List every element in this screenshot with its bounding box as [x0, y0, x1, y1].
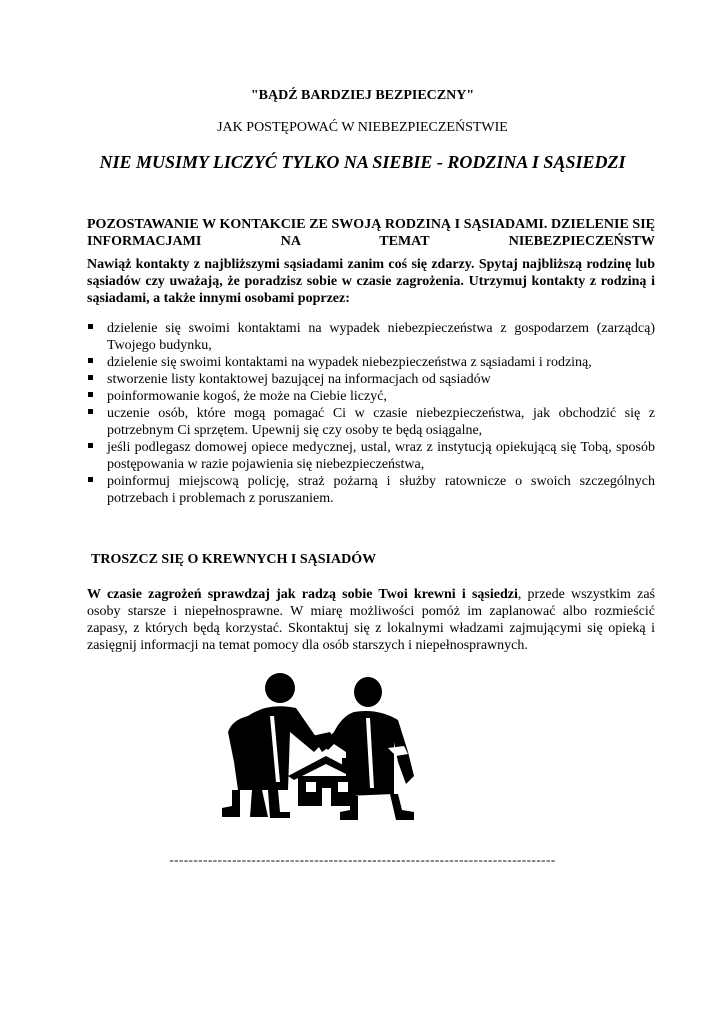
document-headline: NIE MUSIMY LICZYĆ TYLKO NA SIEBIE - RODZINA I SĄSIEDZI — [99, 152, 626, 172]
section1-heading-text: POZOSTAWANIE W KONTAKCIE ZE SWOJĄ RODZINĄ I SĄSIADAMI. DZIELENIE SIĘ INFORMACJAMI NA TEMAT NIEBEZPIECZEŃSTW — [87, 217, 655, 249]
list-item: jeśli podlegasz domowej opiece medycznej, ustal, wraz z instytucją opiekującą się Tobą, sposób postępowania w razie pojawienia się niebezpieczeństwa, — [87, 439, 655, 473]
list-item: dzielenie się swoimi kontaktami na wypadek niebezpieczeństwa z gospodarzem (zarządcą) Twojego budynku, — [87, 320, 655, 354]
section2-lead: W czasie zagrożeń sprawdzaj jak radzą sobie Twoi krewni i sąsiedzi — [87, 587, 518, 602]
section1-heading — [87, 216, 655, 250]
section2-paragraph — [87, 586, 655, 654]
list-item: poinformuj miejscową policję, straż pożarną i służby ratownicze o swoich szczególnych potrzebach i problemach z poruszaniem. — [87, 473, 655, 507]
people-shaking-hands-over-house-icon — [218, 672, 458, 822]
separator-line: -------------------------------------------------------------------------------- — [169, 852, 556, 867]
section1-bullet-list — [87, 320, 655, 507]
document-title: "BĄDŹ BARDZIEJ BEZPIECZNY" — [250, 88, 475, 103]
list-item: stworzenie listy kontaktowej bazującej na informacjach od sąsiadów — [87, 371, 655, 388]
section1-intro: Nawiąż kontakty z najbliższymi sąsiadami zanim coś się zdarzy. Spytaj najbliższą rodzinę lub sąsiadów czy uważają, że poradzisz sobie w czasie zagrożenia. Utrzymuj kontakty z rodziną i sąsiadami, a także innymi osobami poprzez: — [87, 257, 655, 306]
section2-heading: TROSZCZ SIĘ O KREWNYCH I SĄSIADÓW — [91, 552, 377, 567]
document-subtitle: JAK POSTĘPOWAĆ W NIEBEZPIECZEŃSTWIE — [217, 120, 508, 135]
list-item: dzielenie się swoimi kontaktami na wypadek niebezpieczeństwa z sąsiadami i rodziną, — [87, 354, 655, 371]
list-item: uczenie osób, które mogą pomagać Ci w czasie niebezpieczeństwa, jak obchodzić się z potrzebnym Ci sprzętem. Upewnij się czy osoby te będą osiągalne, — [87, 405, 655, 439]
list-item: poinformowanie kogoś, że może na Ciebie liczyć, — [87, 388, 655, 405]
section2-body: , przede wszystkim zaś osoby starsze i niepełnosprawne. W miarę możliwości pomóż im zaplanować albo rozmieścić zapasy, z których będą korzystać. Skontaktuj się z lokalnymi władzami zajmującymi się opieką i zasięgnij informacji na temat pomocy dla osób starszych i niepełnosprawnych. — [87, 587, 655, 653]
